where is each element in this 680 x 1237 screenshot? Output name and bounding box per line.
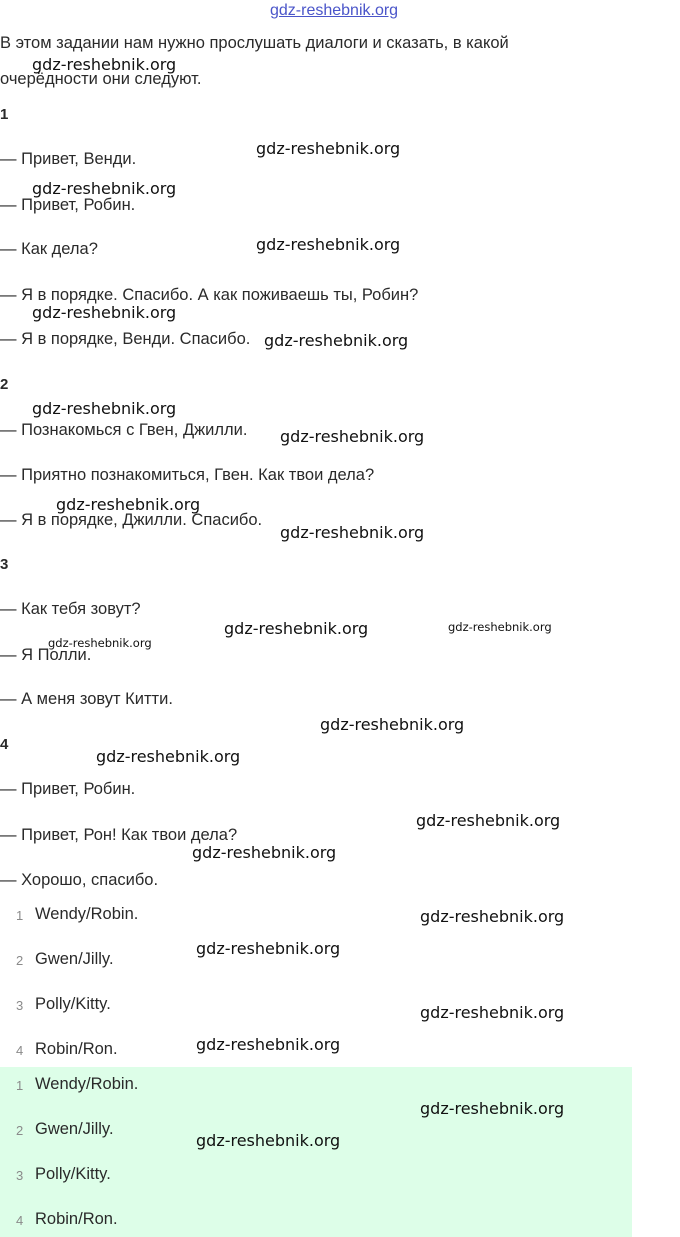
answer-item-text: Robin/Ron. [35,1210,118,1228]
dialogue-line: — Я в порядке, Джилли. Спасибо. [0,511,263,529]
dialogue-line: — Как дела? [0,240,98,258]
dialogue-line: — Приятно познакомиться, Гвен. Как твои дела? [0,466,375,484]
intro-line-2: очерёдности они следуют. [0,70,202,88]
dialogue-line: — Привет, Робин. [0,780,136,798]
task-item-text: Polly/Kitty. [35,995,111,1013]
watermark: gdz-reshebnik.org [32,303,177,322]
task-item-number: 2 [16,953,24,968]
header-site-link[interactable]: gdz-reshebnik.org [270,2,399,19]
task-item-text: Wendy/Robin. [35,905,139,923]
watermark: gdz-reshebnik.org [196,1035,341,1054]
task-item-number: 1 [16,908,24,923]
watermark: gdz-reshebnik.org [32,179,177,198]
watermark: gdz-reshebnik.org [420,1003,565,1022]
watermark: gdz-reshebnik.org [256,139,401,158]
watermark: gdz-reshebnik.org [420,907,565,926]
dialogue-number-2: 2 [0,376,9,393]
task-item-number: 4 [16,1043,24,1058]
dialogue-line: — Привет, Рон! Как твои дела? [0,826,238,844]
answer-item-number: 4 [16,1213,24,1228]
watermark: gdz-reshebnik.org [264,331,409,350]
task-item-number: 3 [16,998,24,1013]
dialogue-line: — Я в порядке. Спасибо. А как поживаешь ты, Робин? [0,286,419,304]
watermark: gdz-reshebnik.org [96,747,241,766]
watermark: gdz-reshebnik.org [56,495,201,514]
dialogue-number-1: 1 [0,106,9,123]
dialogue-line: — Познакомься с Гвен, Джилли. [0,421,248,439]
dialogue-line: — Привет, Венди. [0,150,137,168]
watermark: gdz-reshebnik.org [196,1131,341,1150]
watermark: gdz-reshebnik.org [48,636,152,650]
watermark: gdz-reshebnik.org [32,399,177,418]
watermark: gdz-reshebnik.org [280,523,425,542]
dialogue-line: — А меня зовут Китти. [0,690,173,708]
dialogue-line: — Как тебя зовут? [0,600,141,618]
watermark: gdz-reshebnik.org [320,715,465,734]
answer-item-text: Polly/Kitty. [35,1165,111,1183]
answer-item-text: Gwen/Jilly. [35,1120,114,1138]
watermark: gdz-reshebnik.org [196,939,341,958]
dialogue-line: — Я в порядке, Венди. Спасибо. [0,330,251,348]
watermark: gdz-reshebnik.org [224,619,369,638]
watermark: gdz-reshebnik.org [416,811,561,830]
watermark: gdz-reshebnik.org [192,843,337,862]
task-item-text: Gwen/Jilly. [35,950,114,968]
watermark: gdz-reshebnik.org [448,620,552,634]
answer-item-number: 3 [16,1168,24,1183]
watermark: gdz-reshebnik.org [420,1099,565,1118]
answer-item-text: Wendy/Robin. [35,1075,139,1093]
dialogue-number-4: 4 [0,736,9,753]
intro-line-1: В этом задании нам нужно прослушать диалоги и сказать, в какой [0,34,509,52]
dialogue-line: — Я Полли. [0,646,92,664]
watermark: gdz-reshebnik.org [280,427,425,446]
dialogue-line: — Привет, Робин. [0,196,136,214]
task-item-text: Robin/Ron. [35,1040,118,1058]
dialogue-number-3: 3 [0,556,9,573]
watermark: gdz-reshebnik.org [32,55,177,74]
dialogue-line: — Хорошо, спасибо. [0,871,159,889]
answer-item-number: 2 [16,1123,24,1138]
answer-item-number: 1 [16,1078,24,1093]
watermark: gdz-reshebnik.org [256,235,401,254]
